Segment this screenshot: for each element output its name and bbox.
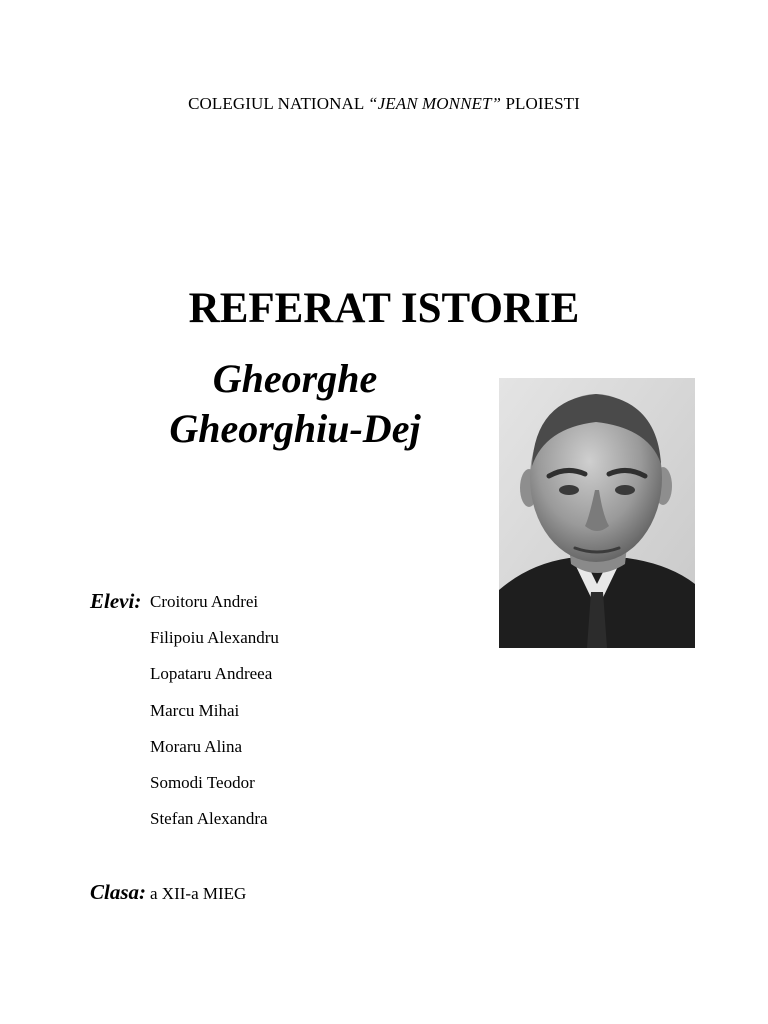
subject-line-1: Gheorghe	[212, 356, 378, 401]
class-info	[90, 880, 246, 905]
school-name	[0, 94, 768, 114]
document-title: REFERAT ISTORIE	[188, 285, 580, 332]
subject-line-2: Gheorghiu-Dej	[169, 406, 421, 451]
portrait-photo	[499, 378, 695, 648]
student-name: Moraru Alina	[150, 736, 243, 756]
school-prefix: COLEGIUL NATIONAL	[188, 94, 369, 113]
school-quoted-name: “JEAN MONNET”	[368, 94, 502, 113]
school-city: PLOIESTI	[501, 94, 580, 113]
student-name: Filipoiu Alexandru	[150, 628, 279, 648]
student-name: Lopataru Andreea	[150, 664, 273, 684]
student-name: Croitoru Andrei	[150, 592, 259, 611]
subject-name	[140, 354, 450, 454]
students-list	[150, 591, 279, 844]
student-name: Stefan Alexandra	[150, 809, 268, 829]
student-name: Marcu Mihai	[150, 700, 240, 720]
students-label: Elevi:	[90, 589, 142, 613]
class-value: a XII-a MIEG	[150, 884, 247, 903]
class-label: Clasa:	[90, 880, 147, 904]
student-name: Somodi Teodor	[150, 772, 255, 792]
